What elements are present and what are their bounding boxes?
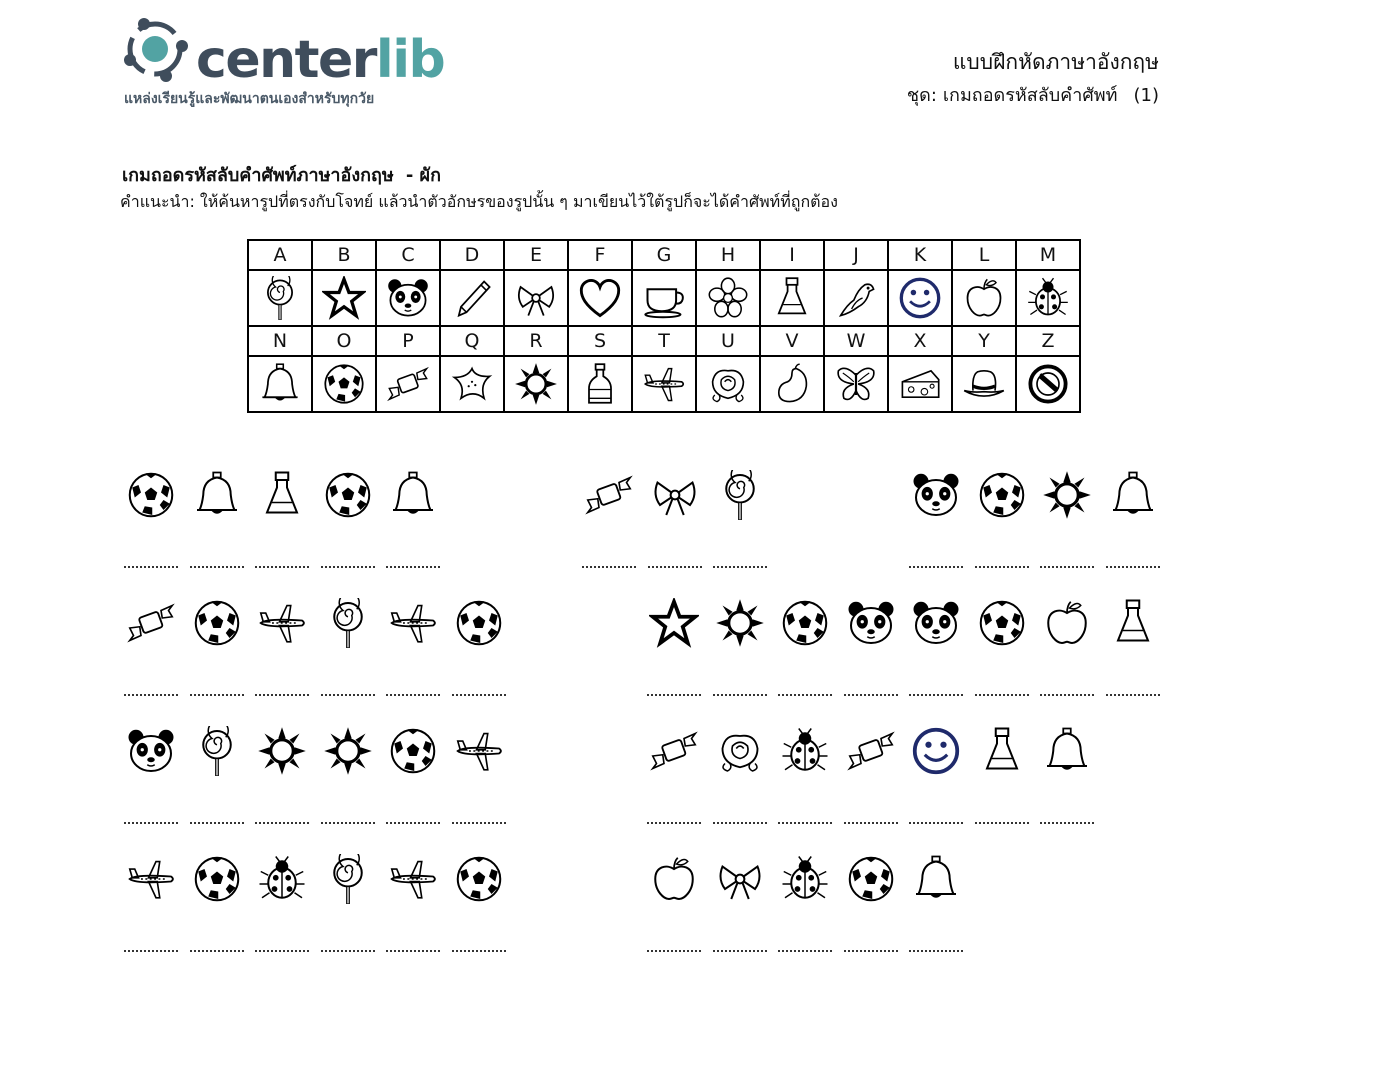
lollipop-icon [323,854,373,904]
key-picture-w [824,356,888,412]
cheese-icon [898,362,942,406]
sun-icon [715,598,765,648]
airplane-icon [126,854,176,904]
puzzle-picture-row2-word1-5 [382,598,444,648]
mango-icon [770,362,814,406]
puzzle-picture-row3-word1-6 [448,726,510,776]
answer-blank[interactable] [713,684,767,696]
key-picture-v [760,356,824,412]
puzzle-picture-row3-word1-2 [186,726,248,776]
key-letter-h: H [696,240,760,270]
answer-blank[interactable] [713,940,767,952]
puzzle-picture-row3-word1-3 [251,726,313,776]
key-picture-y [952,356,1016,412]
puzzle-picture-row3-word2-7 [1036,726,1098,776]
key-letter-x: X [888,326,952,356]
key-picture-t [632,356,696,412]
bow-icon [514,276,558,320]
key-picture-e [504,270,568,326]
key-letter-l: L [952,240,1016,270]
answer-blank[interactable] [647,684,701,696]
puzzle-picture-row3-word2-1 [643,726,705,776]
puzzle-picture-row1-word1-4 [317,470,379,520]
key-picture-d [440,270,504,326]
answer-blank[interactable] [1040,812,1094,824]
key-letter-e: E [504,240,568,270]
apple-icon [1042,598,1092,648]
answer-blank[interactable] [386,684,440,696]
candy-icon [386,362,430,406]
answer-blank[interactable] [124,556,178,568]
rose-icon [715,726,765,776]
answer-blank[interactable] [190,812,244,824]
answer-blank[interactable] [975,556,1029,568]
key-picture-n [248,356,312,412]
soccer-ball-icon [322,362,366,406]
key-picture-u [696,356,760,412]
bow-icon [650,470,700,520]
key-letters-row-1 [248,240,1080,270]
key-picture-f [568,270,632,326]
logo-wordmark-part2: lib [375,30,445,90]
key-pictures-row-2 [248,356,1080,412]
panda-icon [386,276,430,320]
key-letter-r: R [504,326,568,356]
lollipop-icon [715,470,765,520]
key-picture-i [760,270,824,326]
key-picture-s [568,356,632,412]
airplane-icon [257,598,307,648]
key-picture-z [1016,356,1080,412]
airplane-icon [388,598,438,648]
instructions: คำแนะนำ: ให้ค้นหารูปที่ตรงกับโจทย์ แล้วนำตัวอักษรของรูปนั้น ๆ มาเขียนไว้ใต้รูปก็จะได้คำศัพท์ที่ถูกต้อง [120,192,838,211]
key-picture-q [440,356,504,412]
logo-wordmark-part1: center [196,30,376,90]
answer-blank[interactable] [255,812,309,824]
answer-blank[interactable] [1040,556,1094,568]
puzzle-picture-row3-word1-1 [120,726,182,776]
puzzle-picture-row3-word2-6 [971,726,1033,776]
puzzle-picture-row2-word2-3 [774,598,836,648]
ladybug-icon [780,854,830,904]
puzzle-picture-row1-word3-3 [1036,470,1098,520]
key-letter-b: B [312,240,376,270]
sun-icon [257,726,307,776]
sun-icon [514,362,558,406]
key-letter-o: O [312,326,376,356]
star-icon [322,276,366,320]
soccer-ball-icon [323,470,373,520]
key-picture-c [376,270,440,326]
answer-blank[interactable] [713,556,767,568]
key-letter-g: G [632,240,696,270]
logo-molecule-icon [122,16,192,86]
answer-blank[interactable] [190,940,244,952]
key-picture-h [696,270,760,326]
answer-blank[interactable] [255,684,309,696]
puzzle-picture-row4-word1-3 [251,854,313,904]
puzzle-picture-row1-word2-3 [709,470,771,520]
key-picture-r [504,356,568,412]
ladybug-icon [780,726,830,776]
key-letter-z: Z [1016,326,1080,356]
lollipop-icon [323,598,373,648]
pencil-icon [450,276,494,320]
puzzle-picture-row2-word2-5 [905,598,967,648]
answer-blank[interactable] [124,812,178,824]
ladybug-icon [257,854,307,904]
series-number: (1) [1133,85,1159,106]
key-letter-t: T [632,326,696,356]
series-name: เกมถอดรหัสลับคำศัพท์ [942,85,1118,106]
bird-icon [834,276,878,320]
answer-blank[interactable] [321,684,375,696]
puzzle-picture-row1-word3-1 [905,470,967,520]
answer-blank[interactable] [452,812,506,824]
puzzle-picture-row3-word2-2 [709,726,771,776]
airplane-icon [642,362,686,406]
puzzle-picture-row2-word2-2 [709,598,771,648]
puzzle-picture-row3-word2-5 [905,726,967,776]
puzzle-picture-row4-word1-6 [448,854,510,904]
game-title [122,160,441,189]
key-letter-a: A [248,240,312,270]
key-letter-i: I [760,240,824,270]
cipher-key-table [247,239,1081,413]
key-picture-p [376,356,440,412]
answer-blank[interactable] [844,812,898,824]
answer-blank[interactable] [975,812,1029,824]
answer-blank[interactable] [778,812,832,824]
apple-icon [649,854,699,904]
answer-blank[interactable] [124,940,178,952]
bell-icon [1042,726,1092,776]
answer-blank[interactable] [386,556,440,568]
key-letter-p: P [376,326,440,356]
answer-blank[interactable] [909,556,963,568]
bottle-flask-icon [770,276,814,320]
puzzle-picture-row1-word1-2 [186,470,248,520]
key-picture-k [888,270,952,326]
soccer-ball-icon [192,598,242,648]
puzzle-picture-row1-word2-1 [578,470,640,520]
soccer-ball-icon [388,726,438,776]
puzzle-picture-row3-word1-4 [317,726,379,776]
apple-icon [962,276,1006,320]
answer-blank[interactable] [321,556,375,568]
key-letter-y: Y [952,326,1016,356]
puzzle-picture-row3-word1-5 [382,726,444,776]
key-letter-u: U [696,326,760,356]
puzzle-picture-row1-word3-4 [1102,470,1164,520]
key-picture-j [824,270,888,326]
puzzle-picture-row4-word2-1 [643,854,705,904]
answer-blank[interactable] [124,684,178,696]
soccer-ball-icon [780,598,830,648]
candy-icon [649,726,699,776]
ladybug-icon [1026,276,1070,320]
lollipop-icon [192,726,242,776]
heart-icon [578,276,622,320]
bell-icon [258,362,302,406]
document-series [901,80,1159,109]
bottle-flask-icon [977,726,1027,776]
answer-blank[interactable] [452,684,506,696]
puzzle-picture-row4-word2-4 [840,854,902,904]
key-letter-s: S [568,326,632,356]
key-letter-q: Q [440,326,504,356]
candy-icon [584,470,634,520]
bell-icon [388,470,438,520]
answer-blank[interactable] [1106,556,1160,568]
logo-wordmark [196,30,444,90]
puzzle-picture-row2-word1-1 [120,598,182,648]
key-letter-v: V [760,326,824,356]
series-label: ชุด: [906,85,937,106]
puzzle-picture-row2-word2-6 [971,598,1033,648]
document-title: แบบฝึกหัดภาษาอังกฤษ [952,50,1159,74]
candy-icon [126,598,176,648]
key-picture-o [312,356,376,412]
key-picture-m [1016,270,1080,326]
sun-icon [1042,470,1092,520]
answer-blank[interactable] [647,812,701,824]
puzzle-picture-row2-word2-8 [1102,598,1164,648]
teacup-icon [642,276,686,320]
puzzle-picture-row1-word1-3 [251,470,313,520]
starfish-icon [450,362,494,406]
puzzle-picture-row4-word1-2 [186,854,248,904]
puzzle-picture-row4-word2-5 [905,854,967,904]
puzzle-picture-row1-word1-5 [382,470,444,520]
bottle-flask-icon [1108,598,1158,648]
soccer-ball-icon [846,854,896,904]
key-picture-g [632,270,696,326]
candy-icon [846,726,896,776]
puzzle-picture-row4-word1-1 [120,854,182,904]
answer-blank[interactable] [190,556,244,568]
key-picture-a [248,270,312,326]
panda-icon [846,598,896,648]
hat-icon [962,362,1006,406]
panda-icon [911,598,961,648]
puzzle-picture-row2-word1-4 [317,598,379,648]
sun-icon [323,726,373,776]
answer-blank[interactable] [452,940,506,952]
bottle-flask-icon [257,470,307,520]
puzzle-picture-row4-word2-3 [774,854,836,904]
key-letter-w: W [824,326,888,356]
answer-blank[interactable] [1040,684,1094,696]
soccer-ball-icon [977,598,1027,648]
answer-blank[interactable] [648,556,702,568]
panda-icon [126,726,176,776]
answer-blank[interactable] [975,684,1029,696]
bell-icon [911,854,961,904]
logo-tagline: แหล่งเรียนรู้และพัฒนาตนเองสำหรับทุกวัย [124,91,375,107]
answer-blank[interactable] [647,940,701,952]
key-picture-x [888,356,952,412]
key-letter-m: M [1016,240,1080,270]
rose-icon [706,362,750,406]
key-letter-n: N [248,326,312,356]
game-title-text: เกมถอดรหัสลับคำศัพท์ภาษาอังกฤษ [122,165,394,186]
answer-blank[interactable] [778,940,832,952]
panda-icon [911,470,961,520]
key-letter-k: K [888,240,952,270]
answer-blank[interactable] [321,940,375,952]
star-icon [649,598,699,648]
key-pictures-row-1 [248,270,1080,326]
flower-icon [706,276,750,320]
puzzle-picture-row1-word1-1 [120,470,182,520]
key-letters-row-2 [248,326,1080,356]
answer-blank[interactable] [386,940,440,952]
no-sign-icon [1026,362,1070,406]
puzzle-picture-row2-word2-7 [1036,598,1098,648]
answer-blank[interactable] [255,556,309,568]
soccer-ball-icon [454,854,504,904]
puzzle-picture-row4-word1-4 [317,854,379,904]
puzzle-picture-row2-word1-6 [448,598,510,648]
answer-blank[interactable] [1106,684,1160,696]
bell-icon [1108,470,1158,520]
centerlib-logo [122,16,445,110]
butterfly-icon [834,362,878,406]
game-category: - ผัก [405,165,441,186]
puzzle-picture-row1-word2-2 [644,470,706,520]
answer-blank[interactable] [909,812,963,824]
puzzle-picture-row4-word1-5 [382,854,444,904]
soccer-ball-icon [126,470,176,520]
puzzle-picture-row3-word2-4 [840,726,902,776]
answer-blank[interactable] [321,812,375,824]
answer-blank[interactable] [582,556,636,568]
key-letter-f: F [568,240,632,270]
bow-icon [715,854,765,904]
puzzle-picture-row2-word2-4 [840,598,902,648]
airplane-icon [454,726,504,776]
puzzle-picture-row2-word1-3 [251,598,313,648]
bottle-icon [578,362,622,406]
airplane-icon [388,854,438,904]
puzzle-picture-row3-word2-3 [774,726,836,776]
soccer-ball-icon [192,854,242,904]
key-picture-l [952,270,1016,326]
puzzle-picture-row4-word2-2 [709,854,771,904]
smiley-icon [898,276,942,320]
key-letter-j: J [824,240,888,270]
answer-blank[interactable] [255,940,309,952]
answer-blank[interactable] [909,940,963,952]
soccer-ball-icon [977,470,1027,520]
puzzle-picture-row2-word2-1 [643,598,705,648]
key-picture-b [312,270,376,326]
answer-blank[interactable] [844,940,898,952]
answer-blank[interactable] [844,684,898,696]
answer-blank[interactable] [190,684,244,696]
answer-blank[interactable] [713,812,767,824]
puzzle-picture-row2-word1-2 [186,598,248,648]
soccer-ball-icon [454,598,504,648]
key-letter-d: D [440,240,504,270]
answer-blank[interactable] [909,684,963,696]
answer-blank[interactable] [778,684,832,696]
puzzle-picture-row1-word3-2 [971,470,1033,520]
bell-icon [192,470,242,520]
key-letter-c: C [376,240,440,270]
answer-blank[interactable] [386,812,440,824]
lollipop-icon [258,276,302,320]
smiley-icon [911,726,961,776]
